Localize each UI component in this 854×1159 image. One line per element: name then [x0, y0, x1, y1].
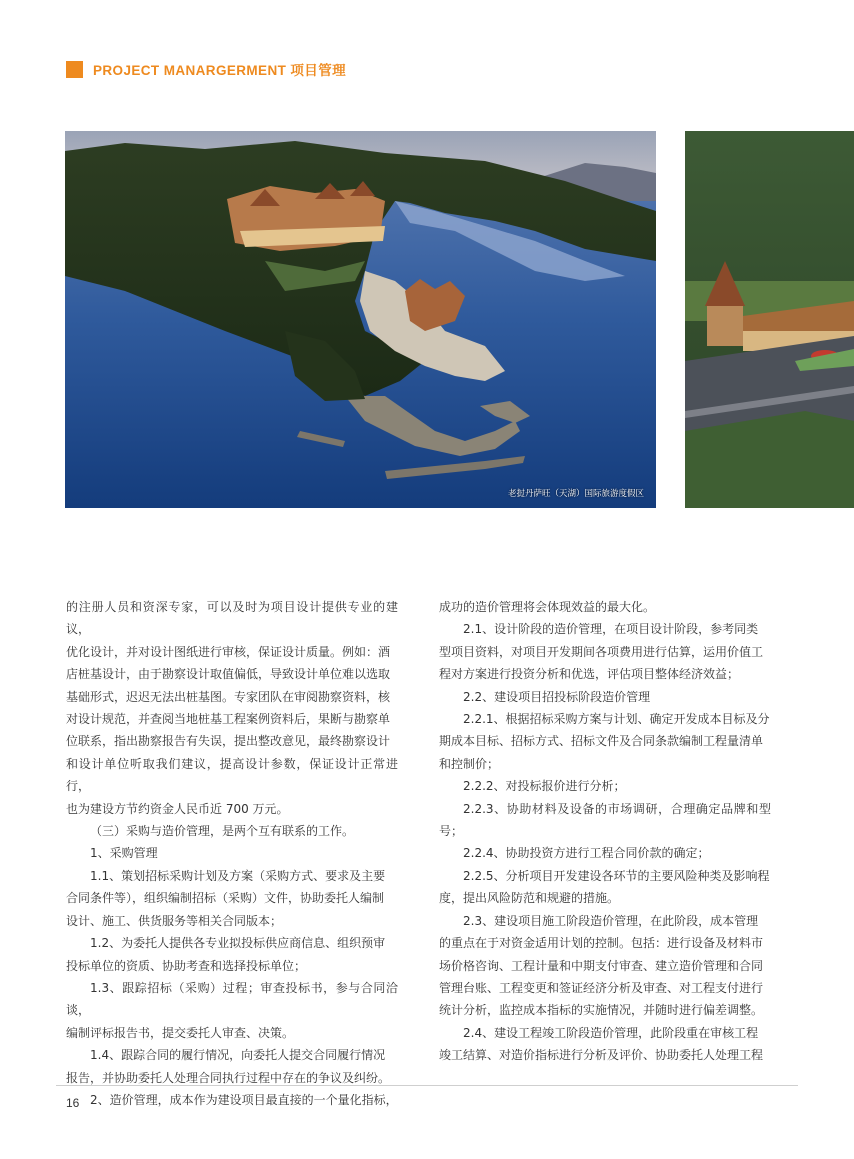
paragraph: 2.1、设计阶段的造价管理，在项目设计阶段，参考同类: [463, 622, 759, 637]
paragraph: 2.2.5、分析项目开发建设各环节的主要风险种类及影响程: [463, 868, 770, 883]
paragraph: 1、采购管理: [90, 846, 158, 861]
paragraph: 2.4、建设工程竣工阶段造价管理，此阶段重在审核工程: [463, 1025, 759, 1040]
paragraph: 成功的造价管理将会体现效益的最大化。: [439, 600, 656, 614]
paragraph: 1.3、跟踪招标（采购）过程；审查投标书，参与合同洽谈，: [66, 980, 398, 1018]
paragraph: 的重点在于对资金适用计划的控制。包括：进行设备及材料市: [439, 936, 764, 951]
paragraph: 和设计单位听取我们建议，提高设计参数，保证设计正常进行，: [66, 756, 398, 794]
paragraph: 合同条件等），组织编制招标（采购）文件，协助委托人编制: [66, 891, 385, 906]
paragraph: 店桩基设计，由于勘察设计取值偏低，导致设计单位难以选取: [66, 667, 391, 682]
paragraph: 优化设计，并对设计图纸进行审核，保证设计质量。例如：酒: [66, 644, 391, 659]
paragraph: （三）采购与造价管理，是两个互有联系的工作。: [90, 824, 355, 839]
paragraph: 设计、施工、供货服务等相关合同版本；: [66, 913, 283, 928]
paragraph: 2.2.2、对投标报价进行分析；: [463, 779, 626, 794]
header-title: PROJECT MANARGERMENT 项目管理: [93, 63, 347, 78]
paragraph: 2.2.1、根据招标采购方案与计划、确定开发成本目标及分: [463, 712, 770, 727]
paragraph: 2、造价管理，成本作为建设项目最直接的一个量化指标，: [90, 1092, 398, 1107]
paragraph: 1.4、跟踪合同的履行情况，向委托人提交合同履行情况: [90, 1048, 386, 1063]
paragraph: 期成本目标、招标方式、招标文件及合同条款编制工程量清单: [439, 734, 764, 749]
header-accent-square: [66, 61, 83, 78]
paragraph: 场价格咨询、工程计量和中期支付审查、建立造价管理和合同: [439, 958, 764, 973]
paragraph: 编制评标报告书，提交委托人审查、决策。: [66, 1025, 295, 1040]
paragraph: 2.3、建设项目施工阶段造价管理，在此阶段，成本管理: [463, 913, 759, 928]
paragraph: 竣工结算、对造价指标进行分析及评价、协助委托人处理工程: [439, 1048, 764, 1063]
paragraph: 的注册人员和资深专家，可以及时为项目设计提供专业的建议，: [66, 600, 398, 637]
paragraph: 和控制价；: [439, 756, 500, 771]
resort-aerial-photo: [65, 131, 656, 508]
paragraph: 2.2.4、协助投资方进行工程合同价款的确定；: [463, 846, 710, 861]
paragraph: 1.1、策划招标采购计划及方案（采购方式、要求及主要: [90, 868, 386, 883]
paragraph: 度，提出风险防范和规避的措施。: [439, 891, 620, 906]
page-header: [66, 60, 346, 78]
paragraph: 报告，并协助委托人处理合同执行过程中存在的争议及纠纷。: [66, 1070, 391, 1085]
paragraph: 管理台账、工程变更和签证经济分析及审查、对工程支付进行: [439, 980, 764, 995]
paragraph: 2.2、建设项目招投标阶段造价管理: [463, 689, 651, 704]
paragraph: 程对方案进行投资分析和优选，评估项目整体经济效益；: [439, 667, 740, 682]
paragraph: 基础形式，迟迟无法出桩基图。专家团队在审阅勘察资料，核: [66, 689, 391, 704]
paragraph: 统计分析，监控成本指标的实施情况，并随时进行偏差调整。: [439, 1003, 764, 1018]
article-right-column: [439, 596, 771, 1067]
paragraph: 1.2、为委托人提供各专业拟投标供应商信息、组织预审: [90, 936, 386, 951]
paragraph: 型项目资料，对项目开发期间各项费用进行估算，运用价值工: [439, 644, 764, 659]
paragraph: 也为建设方节约资金人民币近 700 万元。: [66, 801, 289, 816]
page-number: 16: [66, 1096, 80, 1110]
paragraph: 位联系，指出勘察报告有失误，提出整改意见，最终勘察设计: [66, 734, 391, 749]
paragraph: 投标单位的资质、协助考查和选择投标单位；: [66, 958, 307, 973]
resort-building-photo: [685, 131, 854, 508]
paragraph: 2.2.3、协助材料及设备的市场调研，合理确定品牌和型号；: [439, 801, 771, 839]
footer-divider: [56, 1085, 798, 1086]
photo-caption: 老挝丹萨旺（天湖）国际旅游度假区: [507, 489, 644, 499]
paragraph: 对设计规范，并查阅当地桩基工程案例资料后，果断与勘察单: [66, 712, 391, 727]
article-left-column: [66, 596, 398, 1111]
